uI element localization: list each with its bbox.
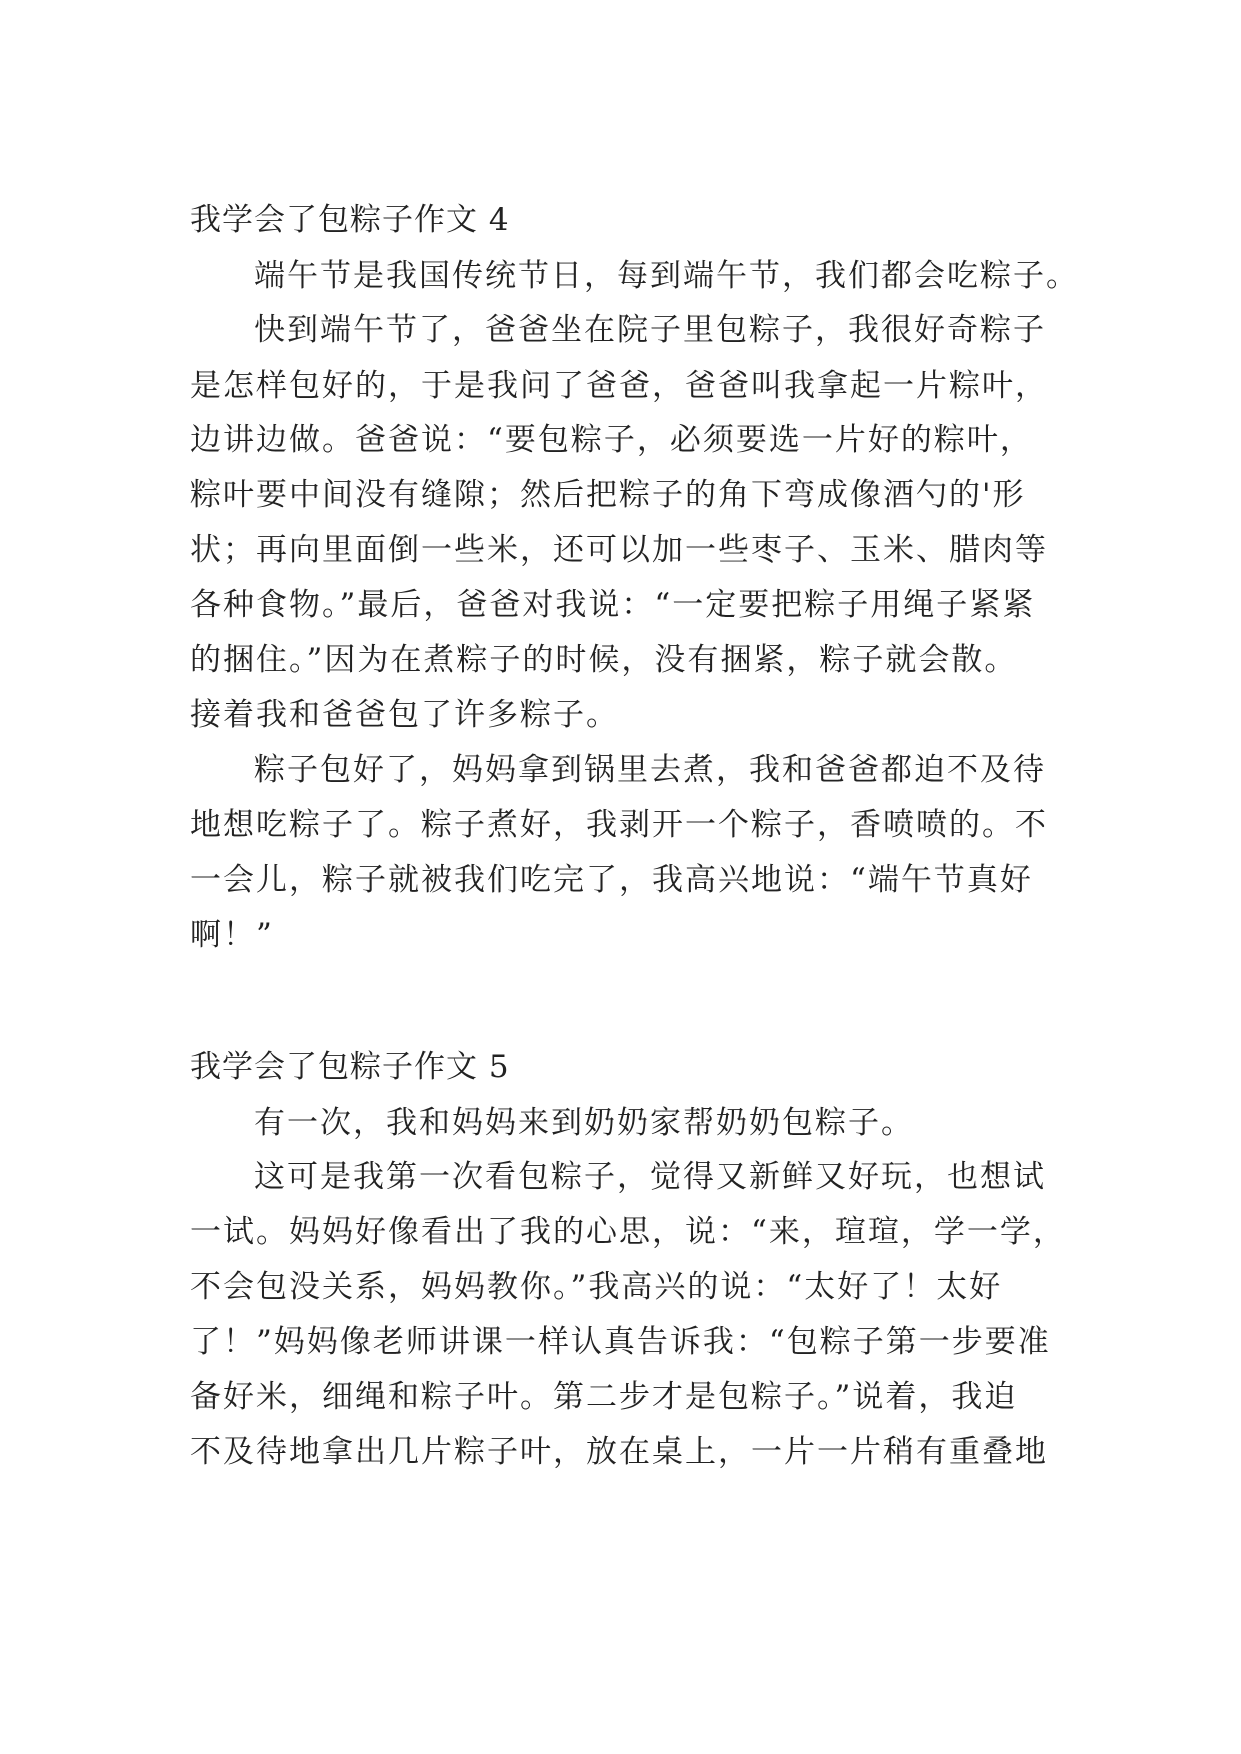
section-4-paragraph-2-line: 接着我和爸爸包了许多粽子。 — [190, 697, 619, 733]
section-5-paragraph-2-line: 备好米，细绳和粽子叶。第二步才是包粽子。”说着，我迫 — [190, 1379, 1018, 1415]
section-4-paragraph-2-line: 粽叶要中间没有缝隙；然后把粽子的角下弯成像酒勺的'形 — [190, 477, 1026, 513]
section-5-paragraph-2-line: 这可是我第一次看包粽子，觉得又新鲜又好玩，也想试 — [254, 1159, 1046, 1195]
section-5-paragraph-2-line: 不会包没关系，妈妈教你。”我高兴的说：“太好了！太好 — [190, 1269, 1003, 1305]
section-4-paragraph-2-line: 是怎样包好的，于是我问了爸爸，爸爸叫我拿起一片粽叶， — [190, 368, 1048, 404]
section-4-paragraph-2-line: 各种食物。”最后，爸爸对我说：“一定要把粽子用绳子紧紧 — [190, 587, 1036, 623]
section-5-title: 我学会了包粽子作文 5 — [190, 1049, 510, 1085]
section-4-paragraph-2-line: 边讲边做。爸爸说：“要包粽子，必须要选一片好的粽叶， — [190, 422, 1033, 458]
section-4-paragraph-2-line: 快到端午节了，爸爸坐在院子里包粽子，我很好奇粽子 — [254, 312, 1046, 348]
section-5-paragraph-1: 有一次，我和妈妈来到奶奶家帮奶奶包粽子。 — [254, 1105, 914, 1141]
section-5-paragraph-2-line: 不及待地拿出几片粽子叶，放在桌上，一片一片稍有重叠地 — [190, 1434, 1048, 1470]
section-4-paragraph-1: 端午节是我国传统节日，每到端午节，我们都会吃粽子。 — [254, 258, 1079, 294]
section-4-paragraph-2-line: 状；再向里面倒一些米，还可以加一些枣子、玉米、腊肉等 — [190, 532, 1048, 568]
section-5-paragraph-2-line: 了！”妈妈像老师讲课一样认真告诉我：“包粽子第一步要准 — [190, 1324, 1051, 1360]
section-4-title: 我学会了包粽子作文 4 — [190, 202, 510, 238]
section-4-paragraph-3-line: 粽子包好了，妈妈拿到锅里去煮，我和爸爸都迫不及待 — [254, 752, 1046, 788]
section-4-paragraph-3-line: 一会儿，粽子就被我们吃完了，我高兴地说：“端午节真好 — [190, 862, 1033, 898]
section-4-paragraph-3-line: 啊！” — [190, 917, 274, 953]
section-5-paragraph-2-line: 一试。妈妈好像看出了我的心思，说：“来，瑄瑄，学一学， — [190, 1214, 1066, 1250]
section-4-paragraph-2-line: 的捆住。”因为在煮粽子的时候，没有捆紧，粽子就会散。 — [190, 642, 1018, 678]
section-4-paragraph-3-line: 地想吃粽子了。粽子煮好，我剥开一个粽子，香喷喷的。不 — [190, 807, 1048, 843]
